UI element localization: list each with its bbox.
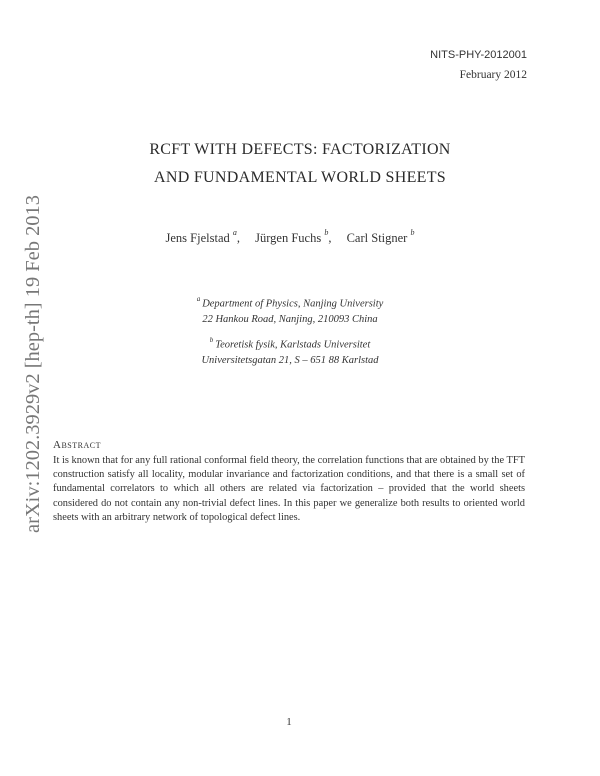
page-number: 1 — [286, 716, 292, 728]
affiliation-b-line-1: Teoretisk fysik, Karlstads Universitet — [215, 339, 371, 351]
publication-date: February 2012 — [459, 69, 527, 81]
affiliation-b-line-2: Universitetsgatan 21, S – 651 88 Karlstad — [201, 354, 379, 366]
arxiv-stamp[interactable] — [13, 193, 49, 533]
author-affiliation-mark: b — [410, 228, 415, 237]
affiliation-a — [0, 293, 580, 327]
abstract-heading: Abstract — [53, 439, 101, 451]
paper-title — [0, 136, 600, 192]
author-fjelstad: Jens Fjelstad $^a$, — [165, 228, 240, 246]
affiliation-mark: a — [196, 295, 201, 303]
affiliation-a-line-1: Department of Physics, Nanjing University — [202, 298, 384, 310]
affiliation-a-line-2: 22 Hankou Road, Nanjing, 210093 China — [202, 313, 378, 325]
author-affiliation-mark: a — [232, 228, 237, 237]
title-line-1: RCFT WITH DEFECTS: FACTORIZATION — [149, 141, 451, 158]
title-line-2: AND FUNDAMENTAL WORLD SHEETS — [153, 169, 446, 186]
author-name: Jens Fjelstad — [165, 231, 230, 246]
author-name: Jürgen Fuchs — [255, 231, 322, 246]
author-list — [0, 230, 580, 246]
report-number: NITS-PHY-2012001 — [430, 49, 527, 61]
affiliation-mark: b — [209, 336, 214, 344]
abstract-text: It is known that for any full rational conformal field theory, the correlation functions that are obtained by the TFT construction satisfy all locality, modular invariance and factorization conditions, and that there is a small set of fundamental correlators to which all others are related via factorization – provided that the world sheets considered do not contain any non-trivial defect lines. In this paper we generalize both results to oriented world sheets with an arbitrary network of topological defect lines. — [53, 455, 525, 523]
author-stigner — [346, 228, 415, 246]
arxiv-identifier[interactable]: arXiv:1202.3929v2 [hep-th] 19 Feb 2013 — [22, 194, 44, 533]
affiliation-b — [0, 334, 580, 368]
author-affiliation-mark: b — [324, 228, 329, 237]
author-name: Carl Stigner — [346, 231, 408, 246]
author-fuchs: Jürgen Fuchs $^b$, — [255, 228, 332, 246]
